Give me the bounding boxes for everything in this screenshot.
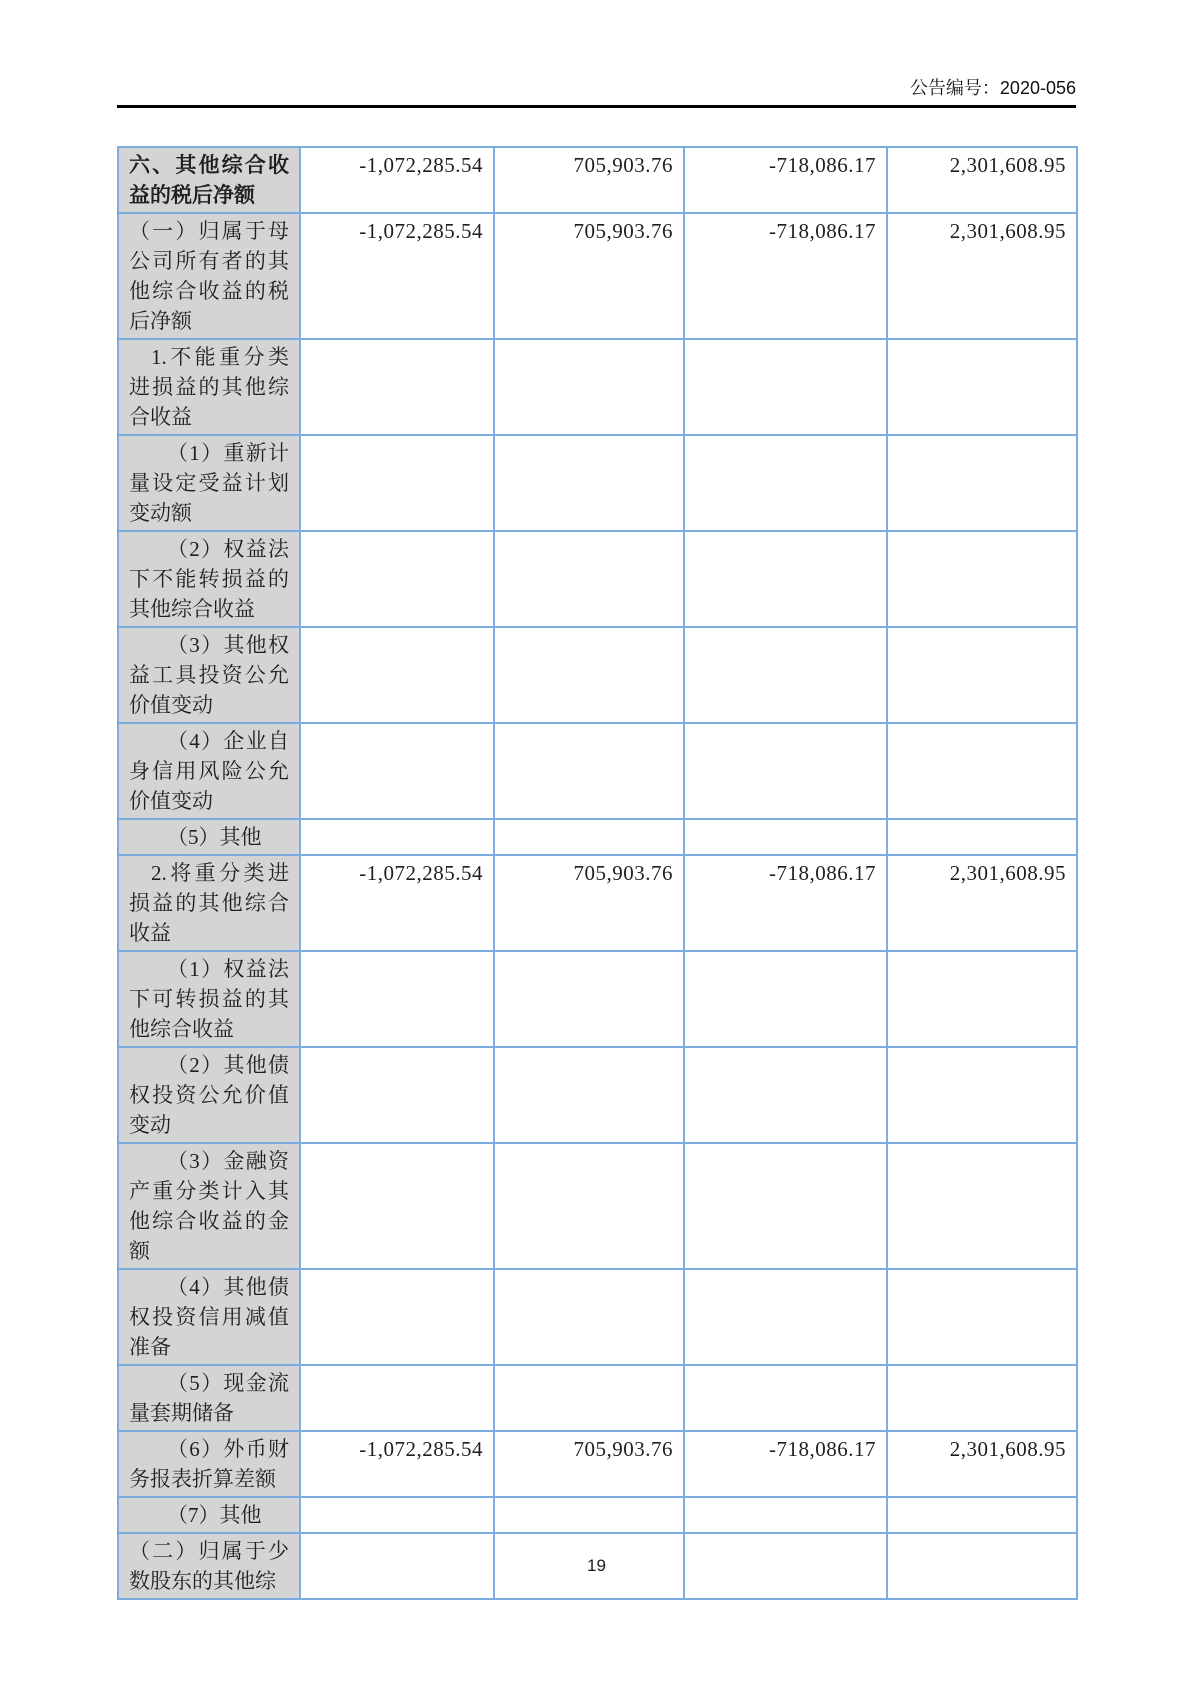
value-cell — [300, 339, 494, 435]
value-cell: 2,301,608.95 — [887, 147, 1077, 213]
value-cell — [300, 1269, 494, 1365]
value-cell — [684, 819, 887, 855]
value-cell: 2,301,608.95 — [887, 213, 1077, 339]
table-row — [118, 819, 1077, 855]
value-cell — [494, 531, 684, 627]
value-cell: 2,301,608.95 — [887, 855, 1077, 951]
table-row — [118, 213, 1077, 339]
row-label-cell: （4）企业自身信用风险公允价值变动 — [118, 723, 300, 819]
value-cell: 705,903.76 — [494, 1431, 684, 1497]
table-row — [118, 147, 1077, 213]
value-cell: 705,903.76 — [494, 855, 684, 951]
value-cell — [300, 819, 494, 855]
row-label-cell: 六、其他综合收益的税后净额 — [118, 147, 300, 213]
value-cell — [887, 1365, 1077, 1431]
table-row — [118, 1047, 1077, 1143]
value-cell — [494, 1047, 684, 1143]
value-cell: 705,903.76 — [494, 147, 684, 213]
table-row — [118, 627, 1077, 723]
doc-number: 公告编号：2020-056 — [909, 78, 1076, 98]
row-label-cell: （一）归属于母公司所有者的其他综合收益的税后净额 — [118, 213, 300, 339]
value-cell — [684, 1269, 887, 1365]
value-cell — [300, 531, 494, 627]
comprehensive-income-table — [117, 146, 1078, 1600]
row-label-cell: （5）现金流量套期储备 — [118, 1365, 300, 1431]
value-cell: -1,072,285.54 — [300, 1431, 494, 1497]
value-cell — [300, 1497, 494, 1533]
value-cell — [300, 1365, 494, 1431]
row-label-cell: （7）其他 — [118, 1497, 300, 1533]
value-cell: -718,086.17 — [684, 213, 887, 339]
value-cell — [684, 435, 887, 531]
row-label-cell: （2）权益法下不能转损益的其他综合收益 — [118, 531, 300, 627]
value-cell — [887, 951, 1077, 1047]
value-cell — [684, 1047, 887, 1143]
value-cell: 2,301,608.95 — [887, 1431, 1077, 1497]
value-cell — [684, 531, 887, 627]
value-cell — [300, 1143, 494, 1269]
value-cell — [300, 435, 494, 531]
table-row — [118, 855, 1077, 951]
value-cell — [494, 627, 684, 723]
row-label-cell: （3）其他权益工具投资公允价值变动 — [118, 627, 300, 723]
table-row — [118, 339, 1077, 435]
table-row — [118, 1269, 1077, 1365]
value-cell — [494, 723, 684, 819]
value-cell: -718,086.17 — [684, 855, 887, 951]
value-cell — [684, 1143, 887, 1269]
value-cell — [887, 435, 1077, 531]
value-cell — [300, 1047, 494, 1143]
value-cell — [494, 819, 684, 855]
row-label-cell: （5）其他 — [118, 819, 300, 855]
table-body — [118, 147, 1077, 1599]
value-cell — [887, 339, 1077, 435]
value-cell — [887, 1143, 1077, 1269]
value-cell — [494, 1365, 684, 1431]
table-row — [118, 1431, 1077, 1497]
value-cell — [684, 1365, 887, 1431]
value-cell — [887, 1047, 1077, 1143]
table-row — [118, 723, 1077, 819]
value-cell — [684, 951, 887, 1047]
value-cell — [887, 723, 1077, 819]
header-rule — [117, 105, 1076, 108]
value-cell — [684, 627, 887, 723]
value-cell — [300, 951, 494, 1047]
value-cell: -1,072,285.54 — [300, 147, 494, 213]
value-cell — [494, 1143, 684, 1269]
table-row — [118, 531, 1077, 627]
value-cell — [494, 951, 684, 1047]
value-cell — [684, 723, 887, 819]
row-label-cell: （3）金融资产重分类计入其他综合收益的金额 — [118, 1143, 300, 1269]
value-cell: -718,086.17 — [684, 147, 887, 213]
value-cell — [494, 339, 684, 435]
value-cell — [887, 1269, 1077, 1365]
row-label-cell: （2）其他债权投资公允价值变动 — [118, 1047, 300, 1143]
value-cell — [684, 339, 887, 435]
row-label-cell: 1.不能重分类进损益的其他综合收益 — [118, 339, 300, 435]
value-cell — [887, 627, 1077, 723]
row-label-cell: （6）外币财务报表折算差额 — [118, 1431, 300, 1497]
value-cell — [887, 531, 1077, 627]
value-cell: -1,072,285.54 — [300, 855, 494, 951]
page-number: 19 — [587, 1556, 606, 1575]
table-row — [118, 435, 1077, 531]
value-cell — [887, 819, 1077, 855]
value-cell — [494, 1497, 684, 1533]
table-row — [118, 1365, 1077, 1431]
value-cell — [300, 723, 494, 819]
row-label-cell: （4）其他债权投资信用减值准备 — [118, 1269, 300, 1365]
page-header — [117, 76, 1076, 100]
row-label-cell: 2.将重分类进损益的其他综合收益 — [118, 855, 300, 951]
value-cell: -718,086.17 — [684, 1431, 887, 1497]
table-row — [118, 1497, 1077, 1533]
table-row — [118, 951, 1077, 1047]
value-cell — [684, 1497, 887, 1533]
value-cell — [300, 627, 494, 723]
row-label-cell: （1）重新计量设定受益计划变动额 — [118, 435, 300, 531]
row-label-cell: （1）权益法下可转损益的其他综合收益 — [118, 951, 300, 1047]
value-cell: 705,903.76 — [494, 213, 684, 339]
table-row — [118, 1143, 1077, 1269]
value-cell — [494, 1269, 684, 1365]
value-cell — [494, 435, 684, 531]
value-cell — [887, 1497, 1077, 1533]
value-cell: -1,072,285.54 — [300, 213, 494, 339]
row-label-cell: （二）归属于少数股东的其他综 — [118, 1533, 300, 1599]
